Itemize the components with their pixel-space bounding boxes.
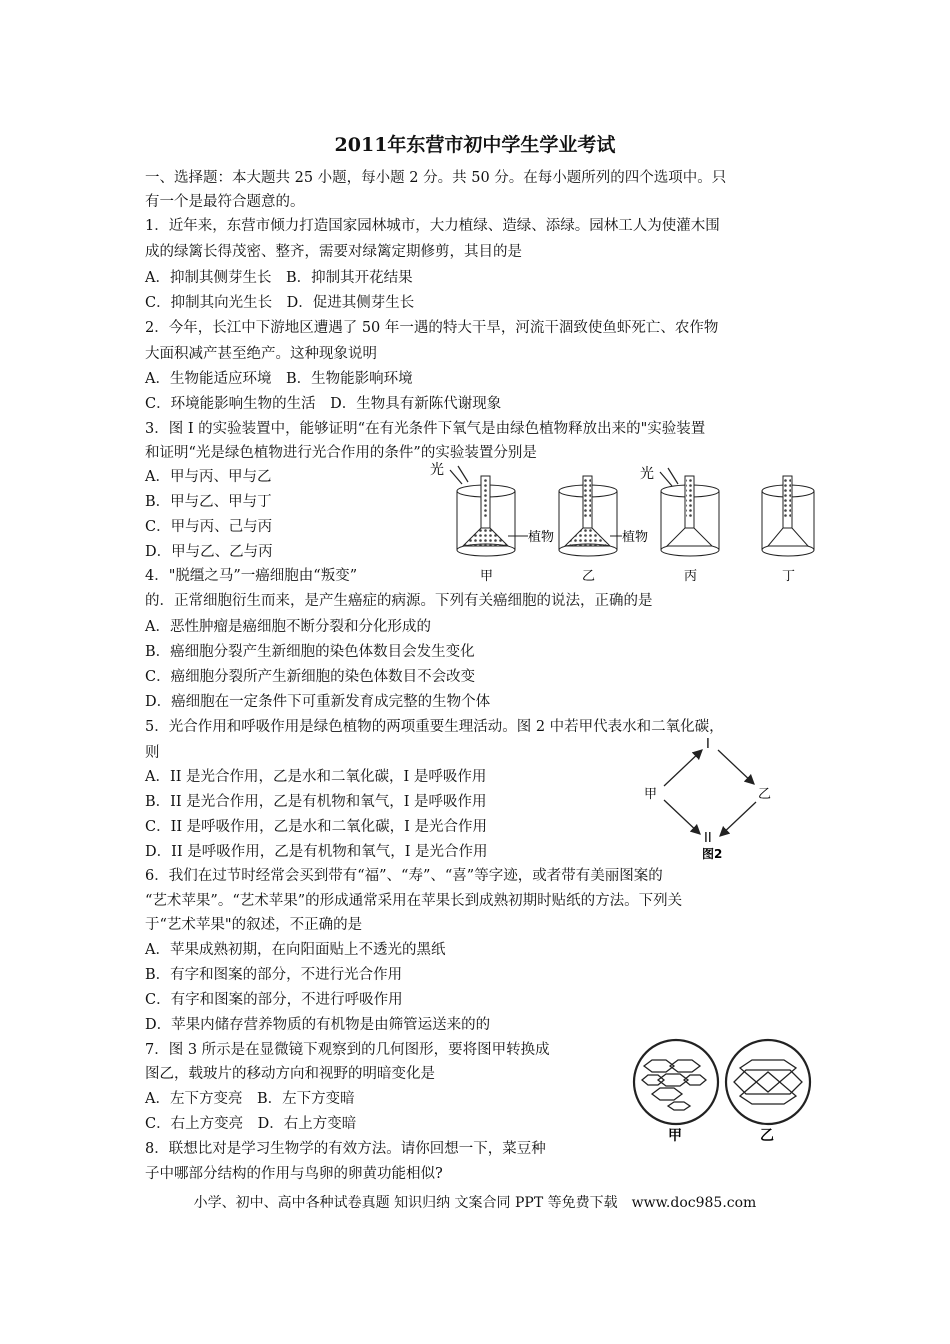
apparatus-bing <box>661 476 719 556</box>
page-footer: 小学、初中、高中各种试卷真题 知识归纳 文案合同 PPT 等免费下载 www.doc985.com <box>193 1195 757 1211</box>
text-line: 子中哪部分结构的作用与鸟卵的卵黄功能相似? <box>145 1166 443 1182</box>
text-line: D．II 是呼吸作用，乙是有机物和氧气，I 是光合作用 <box>145 844 488 860</box>
light-label-1: 光 <box>430 462 444 478</box>
text-line: A．甲与丙、甲与乙 <box>145 469 272 485</box>
text-line: B．有字和图案的部分，不进行光合作用 <box>145 967 403 983</box>
text-line: A．生物能适应环境 B．生物能影响环境 <box>145 371 413 387</box>
label-ding: 丁 <box>782 569 796 584</box>
text-line: A．抑制其侧芽生长 B．抑制其开花结果 <box>145 270 413 286</box>
text-line: B．II 是光合作用，乙是有机物和氧气，I 是呼吸作用 <box>145 794 487 810</box>
text-line: D．苹果内储存营养物质的有机物是由筛管运送来的的 <box>145 1017 491 1033</box>
text-line: 成的绿篱长得茂密、整齐，需要对绿篱定期修剪，其目的是 <box>145 244 522 260</box>
text-line: D．癌细胞在一定条件下可重新发育成完整的生物个体 <box>145 694 491 710</box>
label-jia: 甲 <box>480 569 494 584</box>
view-jia <box>634 1040 718 1124</box>
text-line: C．甲与丙、己与丙 <box>145 519 273 535</box>
text-line: 大面积减产甚至绝产。这种现象说明 <box>145 346 377 362</box>
label-yi: 乙 <box>582 569 596 584</box>
text-line: C．有字和图案的部分，不进行呼吸作用 <box>145 992 403 1008</box>
text-line: A．II 是光合作用，乙是水和二氧化碳，I 是呼吸作用 <box>145 769 487 785</box>
text-line: “艺术苹果”。“艺术苹果”的形成通常采用在苹果长到成熟初期时贴纸的方法。下列关 <box>145 893 683 909</box>
text-line: C．抑制其向光生长 D．促进其侧芽生长 <box>145 295 415 311</box>
text-line: B．甲与乙、甲与丁 <box>145 494 272 510</box>
apparatus-jia <box>457 476 515 556</box>
page-title: 2011年东营市初中学生学业考试 <box>334 134 616 156</box>
fig3-label-yi: 乙 <box>760 1128 774 1144</box>
plant-label-1: 植物 <box>528 530 555 545</box>
text-line: 3．图 I 的实验装置中，能够证明“在有光条件下氧气是由绿色植物释放出来的"实验装置 <box>145 421 706 437</box>
text-line: 的．正常细胞衍生而来，是产生癌症的病源。下列有关癌细胞的说法，正确的是 <box>145 593 653 609</box>
apparatus-yi <box>559 476 617 556</box>
view-yi <box>726 1040 810 1124</box>
text-line: C．环境能影响生物的生活 D．生物具有新陈代谢现象 <box>145 396 502 412</box>
figure-1-apparatus <box>428 458 818 588</box>
figure-2-cycle <box>640 734 790 864</box>
text-line: 和证明“光是绿色植物进行光合作用的条件”的实验装置分别是 <box>145 445 537 461</box>
plant-label-2: 植物 <box>622 530 649 545</box>
text-line: 2．今年，长江中下游地区遭遇了 50 年一遇的特大干旱，河流干涸致使鱼虾死亡、农作物 <box>145 320 719 336</box>
text-line: 1．近年来，东营市倾力打造国家园林城市，大力植绿、造绿、添绿。园林工人为使灌木围 <box>145 218 720 234</box>
fig2-bottom-label: II <box>704 831 712 846</box>
apparatus-ding <box>762 476 814 556</box>
text-line: A．恶性肿瘤是癌细胞不断分裂和分化形成的 <box>145 619 431 635</box>
fig2-right-label: 乙 <box>758 787 772 802</box>
text-line: 4．"脱缰之马”一癌细胞由“叛变” <box>145 568 358 584</box>
text-line: 6．我们在过节时经常会买到带有“福”、“寿”、“喜”等字迹，或者带有美丽图案的 <box>145 868 663 884</box>
text-line: D．甲与乙、乙与丙 <box>145 544 273 560</box>
light-label-2: 光 <box>640 466 654 482</box>
text-line: C．癌细胞分裂所产生新细胞的染色体数目不会改变 <box>145 669 476 685</box>
text-line: 5．光合作用和呼吸作用是绿色植物的两项重要生理活动。图 2 中若甲代表水和二氧化碳， <box>145 719 724 735</box>
text-line: 则 <box>145 745 160 761</box>
text-line: C．右上方变亮 D．右上方变暗 <box>145 1116 357 1132</box>
text-line: 图乙，载玻片的移动方向和视野的明暗变化是 <box>145 1066 435 1082</box>
text-line: 于“艺术苹果"的叙述，不正确的是 <box>145 917 363 933</box>
text-line: 一、选择题：本大题共 25 小题，每小题 2 分。共 50 分。在每小题所列的四个选项中。只 <box>145 170 727 186</box>
fig2-left-label: 甲 <box>644 787 658 802</box>
text-line: A．苹果成熟初期，在向阳面贴上不透光的黑纸 <box>145 942 446 958</box>
text-line: 8．联想比对是学习生物学的有效方法。请你回想一下，菜豆种 <box>145 1141 546 1157</box>
fig2-top-label: I <box>706 737 710 752</box>
label-bing: 丙 <box>684 569 698 584</box>
fig2-caption: 图2 <box>702 847 723 861</box>
text-line: A．左下方变亮 B．左下方变暗 <box>145 1091 355 1107</box>
figure-3-microscope <box>628 1036 818 1146</box>
text-line: 7．图 3 所示是在显微镜下观察到的几何图形，要将图甲转换成 <box>145 1042 550 1058</box>
text-line: B．癌细胞分裂产生新细胞的染色体数目会发生变化 <box>145 644 475 660</box>
text-line: C．II 是呼吸作用，乙是水和二氧化碳，I 是光合作用 <box>145 819 487 835</box>
text-line: 有一个是最符合题意的。 <box>145 194 305 210</box>
fig3-label-jia: 甲 <box>668 1128 682 1144</box>
